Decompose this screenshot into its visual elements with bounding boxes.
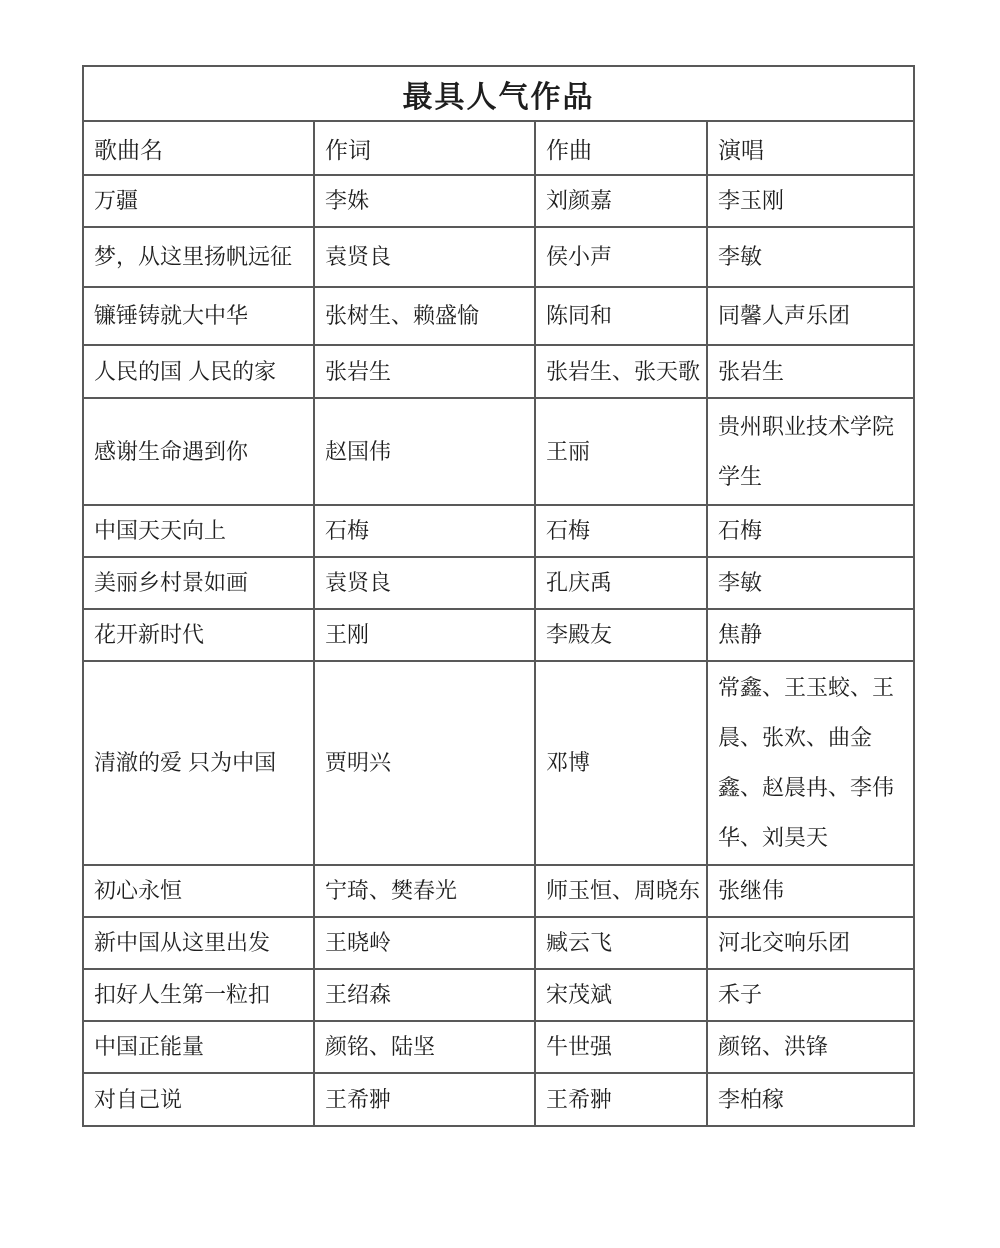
song-cell: 新中国从这里出发	[83, 917, 314, 969]
table-row	[83, 227, 914, 287]
lyricist-cell: 颜铭、陆坚	[314, 1021, 535, 1073]
singer-cell: 焦静	[707, 609, 914, 661]
singer-cell: 河北交响乐团	[707, 917, 914, 969]
lyricist-cell: 袁贤良	[314, 557, 535, 609]
table-row	[83, 661, 914, 865]
composer-cell: 臧云飞	[535, 917, 707, 969]
song-cell: 万疆	[83, 175, 314, 227]
column-header-song: 歌曲名	[83, 121, 314, 175]
composer-cell: 石梅	[535, 505, 707, 557]
popular-works-table	[82, 65, 915, 1127]
singer-cell: 李玉刚	[707, 175, 914, 227]
composer-cell: 侯小声	[535, 227, 707, 287]
singer-cell: 同馨人声乐团	[707, 287, 914, 345]
lyricist-cell: 石梅	[314, 505, 535, 557]
column-header-singer: 演唱	[707, 121, 914, 175]
table-row	[83, 398, 914, 505]
singer-cell: 贵州职业技术学院学生	[707, 398, 914, 505]
lyricist-cell: 贾明兴	[314, 661, 535, 865]
song-cell: 清澈的爱 只为中国	[83, 661, 314, 865]
singer-cell: 李敏	[707, 227, 914, 287]
singer-cell: 张继伟	[707, 865, 914, 917]
lyricist-cell: 李姝	[314, 175, 535, 227]
singer-cell: 李柏稼	[707, 1073, 914, 1126]
lyricist-cell: 王晓岭	[314, 917, 535, 969]
table-row	[83, 345, 914, 398]
composer-cell: 邓博	[535, 661, 707, 865]
singer-cell: 常鑫、王玉蛟、王晨、张欢、曲金鑫、赵晨冉、李伟华、刘昊天	[707, 661, 914, 865]
song-cell: 花开新时代	[83, 609, 314, 661]
table-row	[83, 1021, 914, 1073]
lyricist-cell: 张岩生	[314, 345, 535, 398]
lyricist-cell: 宁琦、樊春光	[314, 865, 535, 917]
table-row	[83, 917, 914, 969]
table-row	[83, 865, 914, 917]
composer-cell: 张岩生、张天歌	[535, 345, 707, 398]
song-cell: 镰锤铸就大中华	[83, 287, 314, 345]
composer-cell: 王丽	[535, 398, 707, 505]
table-title-row	[83, 66, 914, 121]
table-header-row	[83, 121, 914, 175]
table-row	[83, 969, 914, 1021]
composer-cell: 孔庆禹	[535, 557, 707, 609]
song-cell: 感谢生命遇到你	[83, 398, 314, 505]
singer-cell: 颜铭、洪锋	[707, 1021, 914, 1073]
column-header-lyricist: 作词	[314, 121, 535, 175]
song-cell: 美丽乡村景如画	[83, 557, 314, 609]
composer-cell: 宋茂斌	[535, 969, 707, 1021]
composer-cell: 师玉恒、周晓东	[535, 865, 707, 917]
table-row	[83, 609, 914, 661]
table-row	[83, 1073, 914, 1126]
composer-cell: 刘颜嘉	[535, 175, 707, 227]
singer-cell: 张岩生	[707, 345, 914, 398]
song-cell: 扣好人生第一粒扣	[83, 969, 314, 1021]
singer-cell: 石梅	[707, 505, 914, 557]
lyricist-cell: 王绍森	[314, 969, 535, 1021]
song-cell: 初心永恒	[83, 865, 314, 917]
song-cell: 中国正能量	[83, 1021, 314, 1073]
singer-cell: 李敏	[707, 557, 914, 609]
song-cell: 对自己说	[83, 1073, 314, 1126]
composer-cell: 陈同和	[535, 287, 707, 345]
composer-cell: 李殿友	[535, 609, 707, 661]
lyricist-cell: 袁贤良	[314, 227, 535, 287]
lyricist-cell: 张树生、赖盛愉	[314, 287, 535, 345]
table-row	[83, 287, 914, 345]
column-header-composer: 作曲	[535, 121, 707, 175]
table-row	[83, 505, 914, 557]
song-cell: 梦，从这里扬帆远征	[83, 227, 314, 287]
lyricist-cell: 赵国伟	[314, 398, 535, 505]
table-title: 最具人气作品	[83, 66, 914, 121]
song-cell: 中国天天向上	[83, 505, 314, 557]
lyricist-cell: 王刚	[314, 609, 535, 661]
lyricist-cell: 王希翀	[314, 1073, 535, 1126]
song-cell: 人民的国 人民的家	[83, 345, 314, 398]
singer-cell: 禾子	[707, 969, 914, 1021]
table-row	[83, 557, 914, 609]
composer-cell: 王希翀	[535, 1073, 707, 1126]
composer-cell: 牛世强	[535, 1021, 707, 1073]
table-row	[83, 175, 914, 227]
